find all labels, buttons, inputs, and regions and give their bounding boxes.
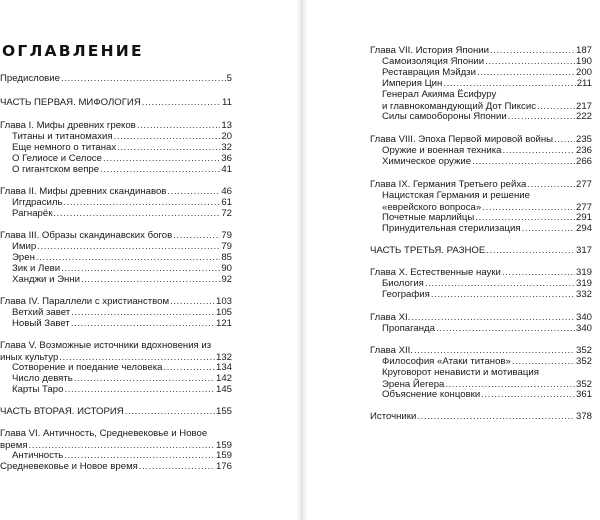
entry-page: 132 — [215, 352, 232, 363]
entry-title: Имир — [12, 241, 37, 252]
entry-page: 61 — [221, 197, 232, 208]
entry-page: 36 — [221, 153, 232, 164]
entry-title: Карты Таро — [12, 384, 64, 395]
toc-entry-sub[interactable] — [370, 156, 592, 168]
entry-title: Глава X. Естественные науки — [370, 267, 501, 278]
entry-title: Глава III. Образы скандинавских богов — [0, 230, 173, 241]
toc-entry-sub[interactable] — [0, 318, 232, 330]
entry-page: 90 — [221, 263, 232, 274]
entry-title: Число девять — [12, 373, 73, 384]
entry-page: 211 — [576, 78, 592, 89]
entry-page: 332 — [575, 289, 592, 300]
entry-title: Глава I. Мифы древних греков — [0, 120, 136, 131]
toc-entry-sub[interactable] — [370, 89, 592, 113]
entry-page: 79 — [221, 230, 232, 241]
leader-dots — [508, 111, 575, 123]
entry-page: 340 — [575, 323, 592, 334]
entry-page: 72 — [221, 208, 232, 219]
entry-title: Глава VIII. Эпоха Первой мировой войны — [370, 134, 554, 145]
entry-page: 200 — [575, 67, 592, 78]
leader-dots — [139, 461, 215, 473]
entry-title: О гигантском вепре — [12, 164, 100, 175]
entry-page: 176 — [215, 461, 232, 472]
entry-page: 92 — [221, 274, 232, 285]
entry-page: 41 — [221, 164, 232, 175]
entry-title-line1: Круговорот ненависти и мотивация — [382, 367, 539, 378]
entry-title-line1: Нацистская Германия и решение — [382, 190, 530, 201]
entry-page: 378 — [575, 411, 592, 422]
book-gutter — [296, 0, 308, 520]
entry-title: Пропаганда — [382, 323, 435, 334]
entry-title: О Гелиосе и Селосе — [12, 153, 102, 164]
entry-page: 13 — [221, 120, 232, 131]
entry-title: время — [0, 440, 28, 451]
leader-dots — [81, 274, 220, 286]
entry-title: Предисловие — [0, 73, 60, 84]
entry-title: Объяснение концовки — [382, 389, 481, 400]
entry-title: «еврейского вопроса» — [382, 202, 482, 213]
entry-title-line1: Глава VI. Античность, Средневековье и Новое — [0, 428, 208, 439]
toc-heading: ОГЛАВЛЕНИЕ — [2, 42, 144, 60]
entry-title: Сотворение и поедание человека — [12, 362, 163, 373]
entry-title-line1: Генерал Акияма Ёсифуру — [382, 89, 497, 100]
toc-entry-sub[interactable] — [370, 389, 592, 401]
entry-page: 32 — [221, 142, 232, 153]
leader-dots — [53, 208, 220, 220]
entry-page: 294 — [575, 223, 592, 234]
entry-title: Глава XII. — [370, 345, 413, 356]
entry-title: Эрена Йегера — [382, 379, 445, 390]
toc-entry-sub[interactable] — [370, 111, 592, 123]
entry-title: Силы самообороны Японии — [382, 111, 507, 122]
entry-page: 85 — [221, 252, 232, 263]
toc-entry-sub[interactable] — [0, 274, 232, 286]
entry-page: 235 — [575, 134, 592, 145]
entry-title: География — [382, 289, 430, 300]
entry-title: Античность — [12, 450, 64, 461]
toc-entry-preface[interactable] — [0, 73, 232, 85]
toc-entry-sub[interactable] — [370, 223, 592, 235]
leader-dots — [125, 406, 215, 418]
toc-entry-sub[interactable] — [0, 208, 232, 220]
toc-entry-sub[interactable] — [0, 384, 232, 396]
entry-page: 5 — [226, 73, 232, 84]
entry-title: Реставрация Мэйдзи — [382, 67, 476, 78]
entry-title: Зик и Леви — [12, 263, 61, 274]
toc-entry-sub[interactable] — [370, 323, 592, 335]
entry-page: 291 — [575, 212, 592, 223]
leader-dots — [417, 411, 575, 423]
entry-title: и главнокомандующий Дот Пиксис — [382, 101, 537, 112]
entry-page: 277 — [575, 179, 592, 190]
entry-page: 190 — [575, 56, 592, 67]
entry-title: Империя Цин — [382, 78, 443, 89]
entry-page: 103 — [215, 296, 232, 307]
entry-title: Эрен — [12, 252, 35, 263]
entry-title: Философия «Атаки титанов» — [382, 356, 511, 367]
entry-page: 155 — [215, 406, 232, 417]
leader-dots — [64, 384, 215, 396]
leader-dots — [486, 245, 575, 257]
toc-entry-part-one[interactable] — [0, 97, 232, 109]
entry-title: Почетные марлийцы — [382, 212, 475, 223]
entry-page: 340 — [575, 312, 592, 323]
entry-page: 11 — [222, 97, 232, 108]
entry-page: 317 — [575, 245, 592, 256]
entry-title: Титаны и титаномахия — [12, 131, 113, 142]
toc-entry-chapter-6[interactable] — [0, 428, 232, 452]
entry-page: 145 — [215, 384, 232, 395]
entry-title: Ханджи и Энни — [12, 274, 80, 285]
entry-title: Еще немного о титанах — [12, 142, 117, 153]
entry-page: 277 — [575, 202, 592, 213]
toc-entry-part-two[interactable] — [0, 406, 232, 418]
leader-dots — [436, 323, 575, 335]
entry-page: 159 — [215, 440, 232, 451]
right-page — [370, 0, 592, 520]
entry-title: Принудительная стерилизация — [382, 223, 521, 234]
entry-page: 266 — [575, 156, 592, 167]
left-page — [0, 0, 232, 520]
entry-page: 352 — [575, 379, 592, 390]
entry-title: Глава XI. — [370, 312, 411, 323]
leader-dots — [142, 97, 221, 109]
entry-page: 79 — [221, 241, 232, 252]
entry-page: 236 — [575, 145, 592, 156]
leader-dots — [481, 389, 575, 401]
entry-page: 352 — [575, 356, 592, 367]
entry-title: Самоизоляция Японии — [382, 56, 485, 67]
leader-dots — [100, 164, 220, 176]
entry-title: ЧАСТЬ ПЕРВАЯ. МИФОЛОГИЯ — [0, 97, 141, 108]
toc-entry-part-three[interactable] — [370, 245, 592, 257]
entry-title: Средневековье и Новое время — [0, 461, 138, 472]
leader-dots — [431, 289, 575, 301]
entry-title: ЧАСТЬ ТРЕТЬЯ. РАЗНОЕ — [370, 245, 486, 256]
entry-title: Глава II. Мифы древних скандинавов — [0, 186, 167, 197]
entry-title: Глава IX. Германия Третьего рейха — [370, 179, 527, 190]
toc-entry-sub[interactable] — [0, 164, 232, 176]
entry-title: ЧАСТЬ ВТОРАЯ. ИСТОРИЯ — [0, 406, 124, 417]
toc-entry-sub[interactable] — [370, 190, 592, 214]
entry-page: 159 — [215, 450, 232, 461]
leader-dots — [472, 156, 575, 168]
toc-entry-chapter-5[interactable] — [0, 340, 232, 364]
entry-title: Биология — [382, 278, 424, 289]
leader-dots — [71, 318, 215, 330]
entry-title: Рагнарёк — [12, 208, 53, 219]
leader-dots — [61, 73, 226, 85]
entry-page: 142 — [215, 373, 232, 384]
entry-page: 319 — [575, 278, 592, 289]
entry-page: 222 — [575, 111, 592, 122]
entry-page: 20 — [221, 131, 232, 142]
entry-page: 319 — [575, 267, 592, 278]
leader-dots — [522, 223, 575, 235]
entry-page: 105 — [215, 307, 232, 318]
entry-title-line1: Глава V. Возможные источники вдохновения из — [0, 340, 212, 351]
entry-title: Глава IV. Параллели с христианством — [0, 296, 170, 307]
entry-title: иных культур — [0, 352, 59, 363]
entry-page: 121 — [215, 318, 232, 329]
entry-page: 46 — [221, 186, 232, 197]
entry-title: Глава VII. История Японии — [370, 45, 489, 56]
toc-entry-sub[interactable] — [370, 367, 592, 391]
toc-entry-sub[interactable] — [0, 461, 232, 473]
entry-title: Новый Завет — [12, 318, 70, 329]
entry-title: Ветхий завет — [12, 307, 71, 318]
toc-entry-sources[interactable] — [370, 411, 592, 423]
entry-title: Источники — [370, 411, 417, 422]
entry-page: 352 — [575, 345, 592, 356]
entry-page: 217 — [575, 101, 592, 112]
entry-page: 361 — [575, 389, 592, 400]
entry-title: Иггдрасиль — [12, 197, 63, 208]
entry-title: Оружие и военная техника — [382, 145, 502, 156]
entry-page: 134 — [215, 362, 232, 373]
entry-page: 187 — [575, 45, 592, 56]
toc-entry-sub[interactable] — [370, 289, 592, 301]
entry-title: Химическое оружие — [382, 156, 472, 167]
